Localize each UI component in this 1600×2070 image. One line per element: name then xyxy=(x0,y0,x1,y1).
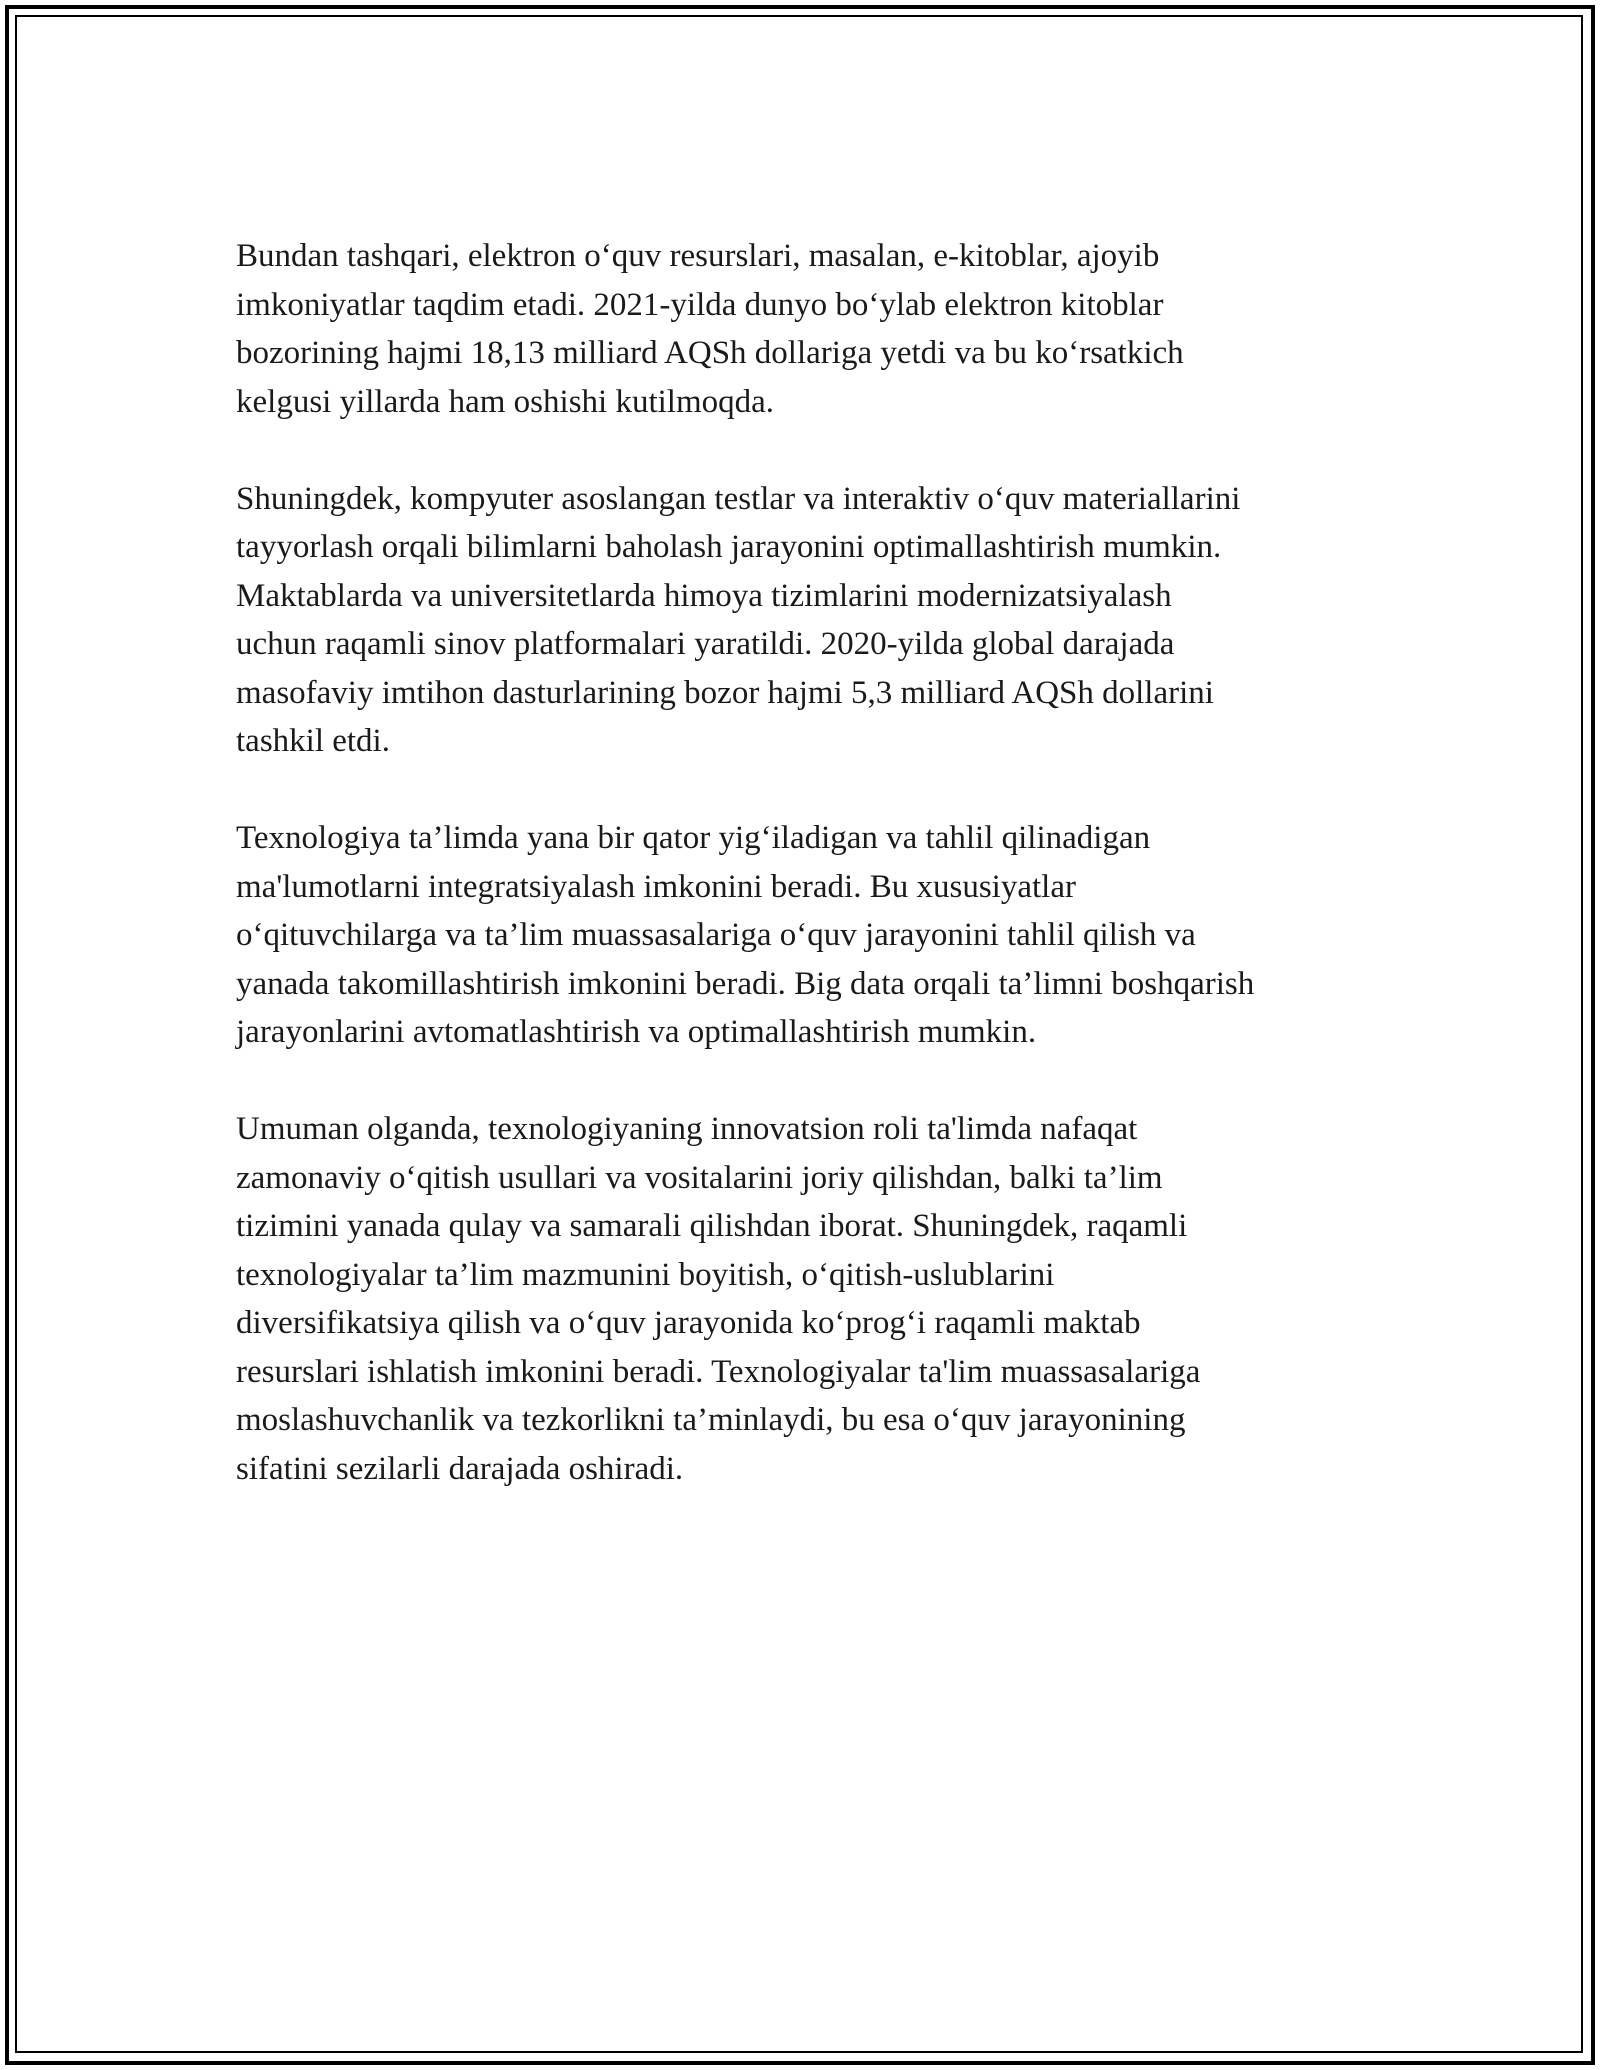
paragraph-ebooks: Bundan tashqari, elektron o‘quv resurslari, masalan, e-kitoblar, ajoyib imkoniyatlar taqdim etadi. 2021-yilda dunyo bo‘ylab elektron kitoblar bozorining hajmi 18,13 milliard AQSh dollariga yetdi va bu ko‘rsatkich kelgusi yillarda ham oshishi kutilmoqda. xyxy=(236,238,1184,420)
paragraph-conclusion: Umuman olganda, texnologiyaning innovatsion roli ta'limda nafaqat zamonaviy o‘qitish usullari va vositalarini joriy qilishdan, balki ta’lim tizimini yanada qulay va samarali qilishdan iborat. Shuningdek, raqamli texnologiyalar ta’lim mazmunini boyitish, o‘qitish-uslublarini diversifikatsiya qilish va o‘quv jarayonida ko‘prog‘i raqamli maktab resurslari ishlatish imkonini beradi. Texnologiyalar ta'lim muassasalariga moslashuvchanlik va tezkorlikni ta’minlaydi, bu esa o‘quv jarayonining sifatini sezilarli darajada oshiradi. xyxy=(236,1111,1201,1487)
paragraph-data-integration: Texnologiya ta’limda yana bir qator yig‘iladigan va tahlil qilinadigan ma'lumotlarni integratsiyalash imkonini beradi. Bu xususiyatlar o‘qituvchilarga va ta’lim muassasalariga o‘quv jarayonini tahlil qilish va yanada takomillashtirish imkonini beradi. Big data orqali ta’limni boshqarish jarayonlarini avtomatlashtirish va optimallashtirish mumkin. xyxy=(236,820,1255,1050)
document-body xyxy=(236,232,1386,1542)
paragraph-testing: Shuningdek, kompyuter asoslangan testlar va interaktiv o‘quv materiallarini tayyorlash orqali bilimlarni baholash jarayonini optimallashtirish mumkin. Maktablarda va universitetlarda himoya tizimlarini modernizatsiyalash uchun raqamli sinov platformalari yaratildi. 2020-yilda global darajada masofaviy imtihon dasturlarining bozor hajmi 5,3 milliard AQSh dollarini tashkil etdi. xyxy=(236,480,1241,759)
